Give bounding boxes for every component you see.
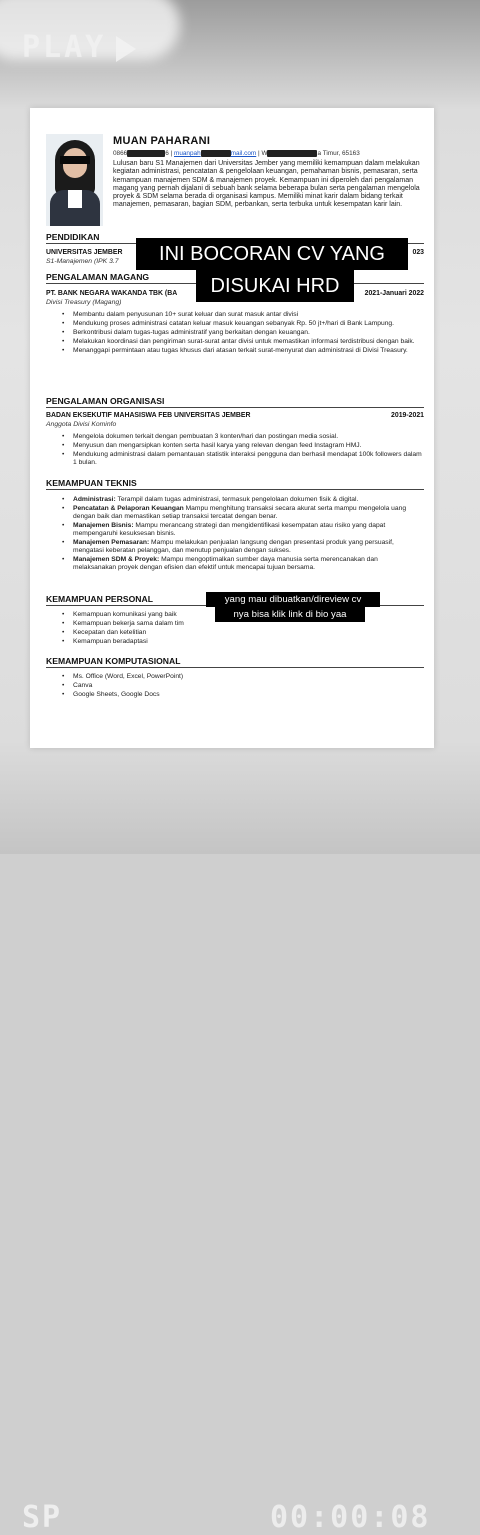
caption-line-2: nya bisa klik link di bio yaa (215, 607, 365, 622)
vhs-sp-label: SP (22, 1500, 63, 1535)
list-item: • Berkontribusi dalam tugas-tugas administratif yang berkaitan dengan keuangan. (62, 329, 422, 337)
organization-period: 2019-2021 (391, 412, 424, 419)
section-technical-title: KEMAMPUAN TEKNIS (46, 478, 424, 490)
headline-line-1: INI BOCORAN CV YANG (136, 238, 408, 270)
list-item: • Melakukan koordinasi dan pengiriman surat-surat antar divisi untuk memastikan informasi terdistribusi dengan baik. (62, 338, 422, 346)
play-icon (116, 36, 136, 62)
section-internship-title: PENGALAMAN MAGANG (46, 272, 424, 284)
list-item: • Menyusun dan mengarsipkan konten serta hasil karya yang relevan dengan feed Instagram HMJ. (62, 442, 422, 450)
organization-role: Anggota Divisi Kominfo (46, 421, 117, 428)
list-item: • Mengelola dokumen terkait dengan pembuatan 3 konten/hari dan postingan media sosial. (62, 433, 422, 441)
list-item: • Membantu dalam penyusunan 10+ surat keluar dan surat masuk antar divisi (62, 311, 422, 319)
cv-contact-line (113, 150, 360, 157)
organization-bullets (62, 433, 422, 468)
headline-line-2: DISUKAI HRD (196, 270, 354, 302)
redaction-bar (267, 150, 317, 157)
list-item (62, 505, 422, 521)
list-item: • Google Sheets, Google Docs (62, 691, 422, 699)
list-item: • Kemampuan komunikasi yang baik (62, 611, 422, 619)
contact-separator: | W (258, 150, 268, 158)
list-item (62, 556, 422, 572)
computer-bullets (62, 673, 422, 700)
email-link[interactable] (174, 150, 256, 157)
phone-end: 6 | (165, 150, 173, 158)
list-item: • Kemampuan bekerja sama dalam tim (62, 620, 422, 628)
cv-name: MUAN PAHARANI (113, 135, 211, 147)
list-item: • Mendukung administrasi dalam pemantauan statistik interaksi pengguna dan berhasil mendapat 100k followers dalam 1 bulan. (62, 451, 422, 467)
education-years: 023 (412, 249, 424, 256)
internship-bullets (62, 311, 422, 356)
profile-photo (46, 134, 103, 226)
list-item: • Ms. Office (Word, Excel, PowerPoint) (62, 673, 422, 681)
list-item: • Kecepatan dan ketelitian (62, 629, 422, 637)
address-end: a Timur, 65163 (317, 150, 360, 158)
redaction-bar (127, 150, 165, 157)
section-computer-title: KEMAMPUAN KOMPUTASIONAL (46, 656, 424, 668)
list-item: • Menanggapi permintaan atau tugas khusus dari atasan terkait surat-menyurat dan administrasi di Divisi Treasury. (62, 347, 422, 355)
organization-name: BADAN EKSEKUTIF MAHASISWA FEB UNIVERSITAS JEMBER (46, 412, 251, 419)
technical-bullets (62, 496, 422, 573)
vhs-timecode: 00:00:08 (270, 1500, 431, 1535)
redaction-bar (201, 150, 231, 157)
education-school: UNIVERSITAS JEMBER (46, 249, 123, 256)
skill-text: Mampu melakukan penjualan langsung dengan presentasi produk yang persuasif, mengatasi keberatan pelanggan, dan menutup penjualan dengan sukses. (73, 538, 394, 554)
skill-label: Administrasi: (73, 496, 116, 503)
skill-label: Manajemen SDM & Proyek: (73, 555, 160, 563)
list-item: • Mendukung proses administrasi catatan keluar masuk keuangan sebanyak Rp. 50 jt+/hari di Bank Lampung. (62, 320, 422, 328)
cv-summary: Lulusan baru S1 Manajemen dari Universitas Jember yang memiliki kemampuan dalam melakukan kegiatan administrasi, pencatatan & pengelolaan keuangan, pemahaman bisnis, pemasaran, serta kemampuan manajemen SDM & manajemen proyek. Kemampuan ini diperoleh dari pengalaman magang yang pernah dijalani di sebuah bank selama beberapa bulan serta pengalaman mengelola proyek & SDM selama berada di organisasi kampus. Memiliki minat karir dalam bidang terkait manajemen, pemasaran, bagian SDM, perbankan, serta terbuka untuk kesempatan karir lain. (113, 160, 420, 209)
skill-label: Manajemen Bisnis: (73, 521, 134, 529)
caption-line-1: yang mau dibuatkan/direview cv (206, 592, 380, 607)
email-end: mail.com (230, 150, 257, 158)
skill-label: Manajemen Pemasaran: (73, 538, 150, 546)
internship-period: 2021-Januari 2022 (364, 290, 424, 297)
skill-label: Pencatatan & Pelaporan Keuangan (73, 505, 184, 513)
vhs-play-label: PLAY (22, 30, 107, 65)
list-item (62, 522, 422, 538)
list-item: • Kemampuan beradaptasi (62, 638, 422, 646)
section-personal-title: KEMAMPUAN PERSONAL (46, 594, 424, 606)
internship-role: Divisi Treasury (Magang) (46, 299, 122, 306)
email-start: muanpah (174, 150, 201, 158)
censor-bar (60, 156, 90, 164)
vhs-bottom-band (0, 740, 480, 1535)
section-organization-title: PENGALAMAN ORGANISASI (46, 396, 424, 408)
skill-text: Mampu merancang strategi dan mengidentifikasi kesempatan atau risiko yang dapat mempengaruhi kesuksesan bisnis. (73, 521, 386, 537)
internship-company: PT. BANK NEGARA WAKANDA TBK (BA (46, 290, 178, 297)
vhs-top-band (0, 0, 480, 110)
organization-row (46, 412, 424, 419)
education-degree: S1-Manajemen (IPK 3.7 (46, 258, 119, 265)
skill-text: Mampu mengoptimalkan sumber daya manusia serta merencanakan dan melaksanakan proyek dengan efisien dan efektif untuk mencapai tujuan bersama. (73, 555, 378, 571)
skill-text: Terampil dalam tugas administrasi, termasuk pengelolaan dokumen fisik & digital. (115, 496, 359, 503)
section-education-title: PENDIDIKAN (46, 232, 424, 244)
skill-text: Mampu menghitung transaksi secara akurat serta mampu mengelola uang dengan baik dan memastikan setiap transaksi tercatat dengan benar. (73, 505, 407, 520)
list-item (62, 539, 422, 555)
list-item: • Canva (62, 682, 422, 690)
list-item (62, 496, 422, 504)
phone-start: 0866 (113, 150, 128, 158)
